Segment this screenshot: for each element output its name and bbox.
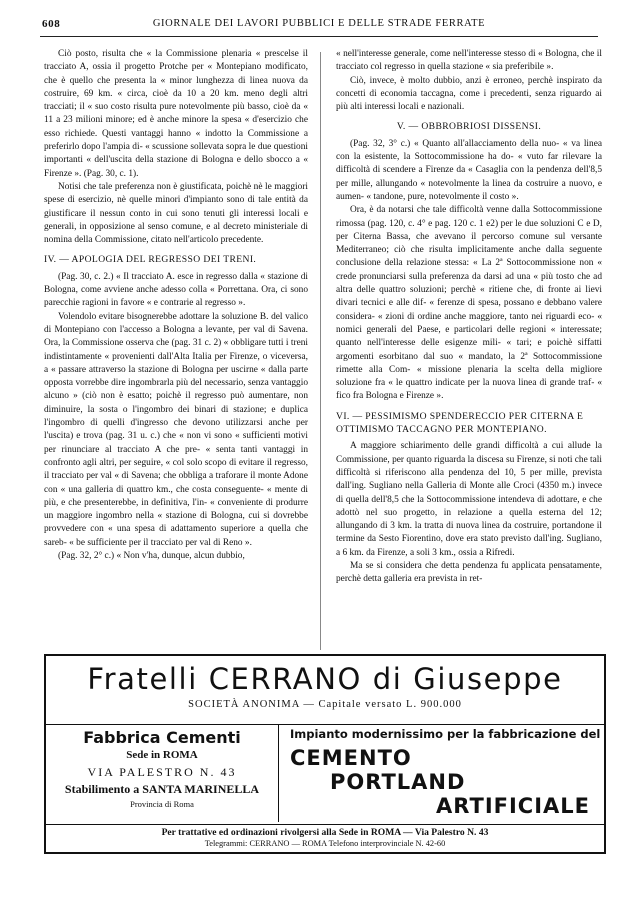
telegram-phone-line: Telegrammi: CERRANO — ROMA Telefono interprovinciale N. 42-60 [204,839,446,848]
ad-product-box [280,724,604,822]
province: Provincia di Roma [130,799,194,809]
ad-header [46,656,604,725]
plant-description: Impianto modernissimo per la fabbricazione del [290,727,601,741]
column-divider [320,52,321,650]
left-column [44,48,308,563]
paragraph: Ciò, invece, è molto dubbio, anzi è erroneo, perchè inspirato da concetti di economia taccagna, come i precedenti, senza riguardo ai più alti interessi locali e nazionali. [336,75,602,113]
paragraph: (Pag. 32, 3° c.) « Quanto all'allacciamento della nuo- « va linea con la esistente, la Sottocommissione ha do- « vuto far rilevare la difficoltà di scendere a Firenze da « Casaglia con la pendenza dell'8,5 per mille, allungando « notevolmente la linea da costruire a nuovo, e aumen- « tandone, pure, notevolmente il costo ». [336,138,602,202]
paragraph: A maggiore schiarimento delle grandi difficoltà a cui allude la Commissione, per quanto riguarda la discesa su Firenze, si noti che tali difficoltà si riferiscono alla pendenza del 10, 5 per mille, prevista dall'ing. Sugliano nella Galleria di Monte alle Croci (4350 m.) invece di quella dell'8,5 che la Sottocommissione intendeva di adottare, e che adottò nel suo progetto, in relazione a quella esterna del 12; allungando di 3 km. la tratta di nuova linea da costruire, portandone il termine da Sesto Fiorentino, dove era stato previsto dall'ing. Sugliano, a 6 km. da Firenze, a soli 3 km., ossia a Rifredi. [336,441,602,558]
paragraph: Notisi che tale preferenza non è giustificata, poichè nè le maggiori spese di esercizio, nè quelle minori d'impianto sono di tale entità da giustificare il nessun conto in cui sono tenuti gli interessi locali e generali, in opposizione al senso comune, e al decreto ministeriale di nomina della Commissione, citato nell'articolo precedente. [44,181,308,246]
paragraph: Ciò posto, risulta che « la Commissione plenaria « prescelse il tracciato A, ossia il progetto Protche per « Montepiano modificato, che è quello che presenta la « minor lunghezza di linea nuova da costruire, 69 km. « circa, cioè da 10 a 20 km. meno degli altri tracciati; il « suo costo risulta pure notevolmente più basso, cioè da « 11 a 23 milioni minore; ed è anche minore la spesa « d'esercizio che esso richiede. Questi vantaggi hanno « indotto la Commissione a preferirlo dopo l'ampia di- « scussione sollevata sopra le due questioni importanti « dell'uscita della stazione di Bologna e dello sbocco a « Firenze ». (Pag. 30, c. 1). [44,49,308,179]
paragraph: Ma se si considera che detta pendenza fu applicata pensatamente, perchè detta galleria era prevista in ret- [336,560,602,585]
company-capital: SOCIETÀ ANONIMA — Capitale versato L. 900.000 [188,699,462,710]
product-line-cemento: CEMENTO [290,746,412,770]
advertisement [44,654,606,854]
product-line-artificiale: ARTIFICIALE [436,794,590,818]
paragraph: Ora, è da notarsi che tale difficoltà venne dalla Sottocommissione rimossa (pag. 120, c. 4° e pag. 120 c. 1 e2) per le due soluzioni C e D, per Citerna Bassa, che avevano il percorso comune sul versante Mediterraneo; ciò che risulta implicitamente anche dalla seguente conclusione della relazione stessa: « La 2ª Sottocommissione non « crede pronunciarsi sulla preferenza da darsi ad una « più tosto che ad altra delle quattro soluzioni; perchè « ritiene che, di fronte ai lievi divari tecnici e alle dif- « ferenze di spesa, possano e debbano valere considera- « zioni di ordine anche maggiore, tanto nei riguardi eco- « nomici generali del Paese, e particolari delle regioni « interessate; quanto nell'interesse delle esigenze mili- « tari; e poichè siffatti argomenti esorbitano dal suo « mandato, la 2ª Sottocommissione rimette alla Com- « missione plenaria la scelta della migliore soluzione fra « le quattro indicate per la nuova linea di grande traf- « fico fra Bologna e Firenze ». [336,205,602,402]
contact-line: Per trattative ed ordinazioni rivolgersi alla Sede in ROMA — Via Palestro N. 43 [161,827,489,838]
section-heading: V. — OBBROBRIOSI DISSENSI. [396,121,542,133]
plant: Stabilimento a SANTA MARINELLA [64,782,260,796]
section-heading: VI. — PESSIMISMO SPENDERECCIO PER CITERNA E OTTIMISMO TACCAGNO PER MONTEPIANO. [336,410,584,436]
running-head: GIORNALE DEI LAVORI PUBBLICI E DELLE STRADE FERRATE [152,18,486,29]
product-line-portland: PORTLAND [330,770,466,794]
section-heading: IV. — APOLOGIA DEL REGRESSO DEI TRENI. [44,254,257,266]
ad-footer [46,824,604,853]
paragraph: (Pag. 30, c. 2.) « Il tracciato A. esce in regresso dalla « stazione di Bologna, come avviene anche adesso colla « Porrettana. Ora, ci sono parecchie ragioni in favore « e contrarie al regresso ». [44,271,308,309]
paragraph: (Pag. 32, 2° c.) « Non v'ha, dunque, alcun dubbio, [58,550,245,561]
factory-title: Fabbrica Cementi [83,728,241,747]
paragraph: Volendolo evitare bisognerebbe adottare la soluzione B. del valico di Montepiano con l'accesso a Bologna a levante, per val di Savena. Ora, la Commissione osserva che (pag. 31 c. 2) « obbligare tutti i treni indistintamente « provenienti dall'Alta Italia per Firenze, o viceversa, a « passare attraverso la stazione di Bologna per uscirne « dalla parte opposta vorrebbe dire ingombrarla più del necessario, senza vantaggio alcuno » (ciò non è esatto; poichè il regresso può aumentare, non diminuire, la sosta o l'ingombro dei binari di stazione; e duplica l'ingombro di quelli d'ingresso che devono utilizzarsi anche per l'uscita) e trova (pag. 31 u. c.) che « non vi sono « sufficienti motivi per rinunciare al tracciato A che pre- « senta tanti vantaggi in confronto agli altri, per seguire, « col solo scopo di evitare il regresso, il tracciato per val « di Savena; che obbliga a traforare il monte Adone con « una galleria di quattro km., che costa conseguente- « mente di più, e che presenterebbe, in definitiva, l'in- « conveniente di produrre un maggiore ingombro nella « stazione di Bologna, cui si dovrebbe provvedere con « una spesa di adattamento superiore a quella che sareb- « be sufficiente per il tracciato per val di Reno ». [44,311,308,548]
company-name: Fratelli CERRANO di Giuseppe [87,662,563,696]
right-column [336,48,602,587]
seat: Sede in ROMA [126,749,198,761]
paragraph: « nell'interesse generale, come nell'interesse stesso di « Bologna, che il tracciato col regresso in quella stazione « sia preferibile ». [336,49,602,73]
page-header [40,14,598,37]
ad-factory-box [46,724,279,822]
page-number: 608 [42,18,61,30]
address: VIA PALESTRO N. 43 [87,765,237,779]
